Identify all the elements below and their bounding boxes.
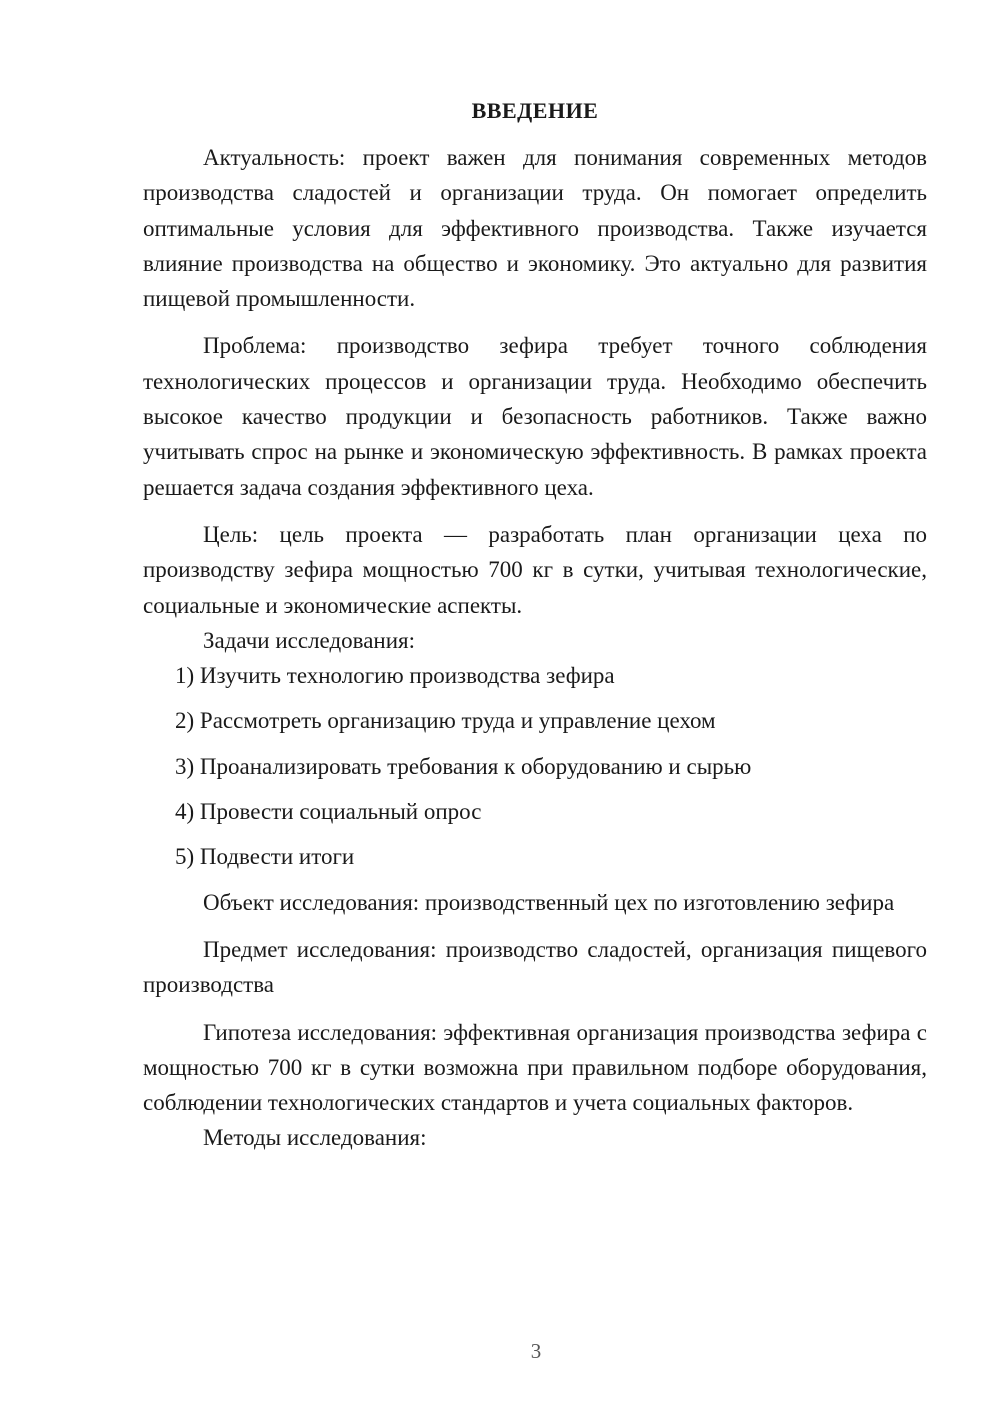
paragraph-relevance: Актуальность: проект важен для понимания современных методов производства сладостей и организации труда. Он помогает определить оптимальные условия для эффективного производства. Также изучается влияние производства на общество и экономику. Это актуально для развития пищевой промышленности. bbox=[143, 145, 927, 312]
list-item: 5) Подвести итоги bbox=[175, 844, 355, 870]
list-item: 4) Провести социальный опрос bbox=[175, 799, 482, 825]
tasks-heading: Задачи исследования: bbox=[203, 627, 416, 653]
methods-heading: Методы исследования: bbox=[203, 1125, 427, 1151]
page-title: ВВЕДЕНИЕ bbox=[471, 98, 599, 123]
paragraph-hypothesis: Гипотеза исследования: эффективная организация производства зефира с мощностью 700 кг в сутки возможна при правильном подборе оборудования, соблюдении технологических стандартов и учета социальных факторов. bbox=[143, 1019, 927, 1116]
tasks-list bbox=[143, 658, 927, 874]
list-item: 2) Рассмотреть организацию труда и управление цехом bbox=[175, 708, 716, 734]
paragraph-goal: Цель: цель проекта — разработать план организации цеха по производству зефира мощностью 700 кг в сутки, учитывая технологические, социальные и экономические аспекты. bbox=[143, 521, 927, 618]
list-item: 3) Проанализировать требования к оборудованию и сырью bbox=[175, 753, 752, 779]
paragraph-subject: Предмет исследования: производство сладостей, организация пищевого производства bbox=[143, 936, 927, 998]
page-number: 3 bbox=[530, 1339, 542, 1363]
paragraph-problem: Проблема: производство зефира требует точного соблюдения технологических процессов и организации труда. Необходимо обеспечить высокое качество продукции и безопасность работников. Также важно учитывать спрос на рынке и экономическую эффективность. В рамках проекта решается задача создания эффективного цеха. bbox=[143, 333, 927, 500]
list-item: 1) Изучить технологию производства зефира bbox=[175, 663, 615, 689]
page-content bbox=[143, 92, 927, 1156]
paragraph-object: Объект исследования: производственный цех по изготовлению зефира bbox=[203, 889, 895, 915]
